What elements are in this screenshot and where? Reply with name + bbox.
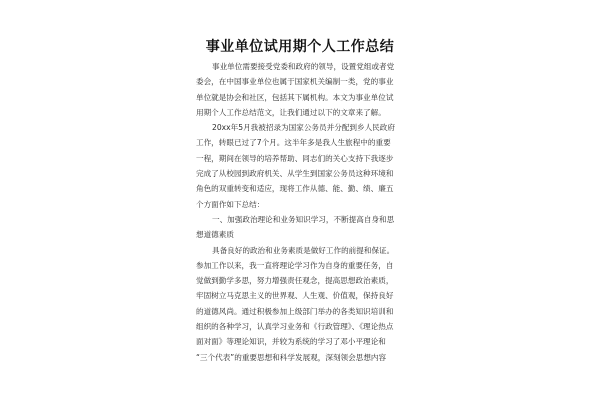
text-line: 委会，在中国事业单位也属于国家机关编制一类，党的事业 [196,77,394,87]
text-line: 参加工作以来，我一直将理论学习作为自身的重要任务，自 [196,260,394,270]
text-line: 角色的双重转变和适应，现将工作从德、能、勤、绩、廉五 [196,184,394,194]
text-line: 一、加强政治理论和业务知识学习，不断提高自身和思 [212,214,395,224]
text-line: “三个代表”的重要思想和科学发展观，深刻领会思想内容 [196,352,387,362]
text-line: 觉做到勤学多思，努力增强责任观念，提高思想政治素质， [196,276,394,286]
text-line: 组织的各种学习，认真学习业务和《行政管理》、《理论热点 [196,322,394,332]
text-line: 工作，转眼已过了7个月。这半年多是我人生旅程中的重要 [196,138,391,148]
text-line: 的道德风尚。通过积极参加上级部门举办的各类知识培训和 [196,306,394,316]
text-line: 用期个人工作总结范文，让我们通过以下的文章来了解。 [196,107,386,117]
text-line: 面对面》等理论知识，并较为系统的学习了邓小平理论和 [196,337,386,347]
text-line: 20xx年5月我被招录为国家公务员并分配到乡人民政府 [212,123,395,133]
text-line: 一程，期间在领导的培养帮助、同志们的关心支持下我逐步 [196,153,394,163]
text-line: 想道德素质 [196,230,234,240]
document-body [196,59,408,365]
text-line: 事业单位需要接受党委和政府的领导，设置党组或者党 [212,62,395,71]
text-line: 单位就是协会和社区，包括其下属机构。本文为事业单位试 [196,92,394,102]
text-line: 具备良好的政治和业务素质是做好工作的前提和保证。 [212,245,395,255]
text-line: 牢固树立马克思主义的世界观、人生观、价值观，保持良好 [196,291,394,301]
document-title: 事业单位试用期个人工作总结 [205,39,395,55]
text-line: 完成了从校园到政府机关、从学生到国家公务员这种环境和 [196,169,394,179]
text-line: 个方面作如下总结： [196,199,265,209]
